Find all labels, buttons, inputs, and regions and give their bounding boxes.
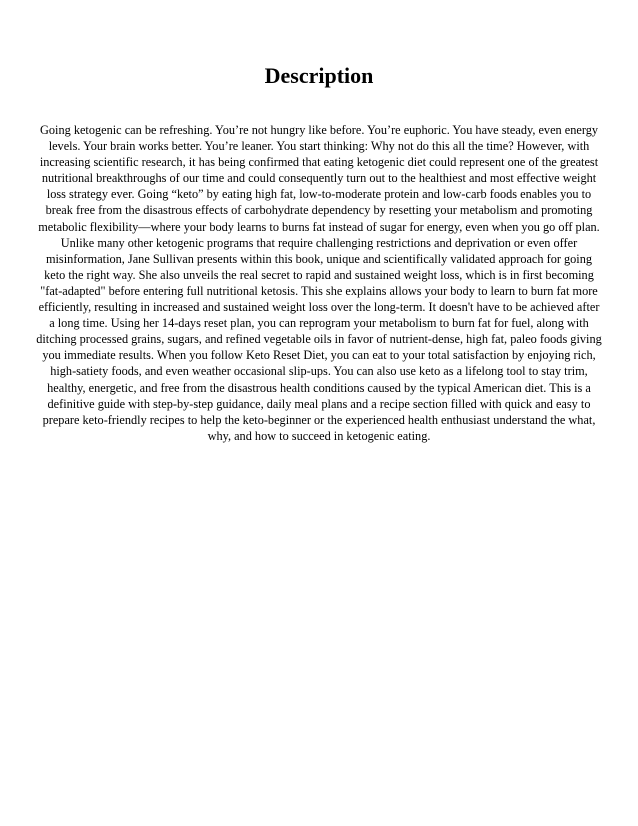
- description-paragraph: Going ketogenic can be refreshing. You’re not hungry like before. You’re euphoric. You have steady, even energy levels. Your brain works better. You’re leaner. You start thinking: Why not do this all the time? However, with increasing scientific research, it has being confirmed that eating ketogenic diet could represent one of the greatest nutritional breakthroughs of our time and could consequently turn out to the healthiest and most effective weight loss strategy ever. Going “keto” by eating high fat, low-to-moderate protein and low-carb foods enables you to break free from the disastrous effects of carbohydrate dependency by resetting your metabolism and promoting metabolic flexibility—where your body learns to burns fat instead of sugar for energy, even when you go off plan. Unlike many other ketogenic programs that require challenging restrictions and deprivation or even offer misinformation, Jane Sullivan presents within this book, unique and scientifically validated approach for going keto the right way. She also unveils the real secret to rapid and sustained weight loss, which is in first becoming "fat-adapted" before entering full nutritional ketosis. This she explains allows your body to learn to burn fat more efficiently, resulting in increased and sustained weight loss over the long-term. It doesn't have to be achieved after a long time. Using her 14-days reset plan, you can reprogram your metabolism to burn fat for fuel, along with ditching processed grains, sugars, and refined vegetable oils in favor of nutrient-dense, high fat, paleo foods giving you immediate results. When you follow Keto Reset Diet, you can eat to your total satisfaction by enjoying rich, high-satiety foods, and even weather occasional slip-ups. You can also use keto as a lifelong tool to stay trim, healthy, energetic, and free from the disastrous health conditions caused by the typical American diet. This is a definitive guide with step-by-step guidance, daily meal plans and a recipe section filled with quick and easy to prepare keto-friendly recipes to help the keto-beginner or the experienced health enthusiast understand the what, why, and how to succeed in ketogenic eating.: [36, 123, 602, 443]
- page-title: Description: [264, 63, 374, 88]
